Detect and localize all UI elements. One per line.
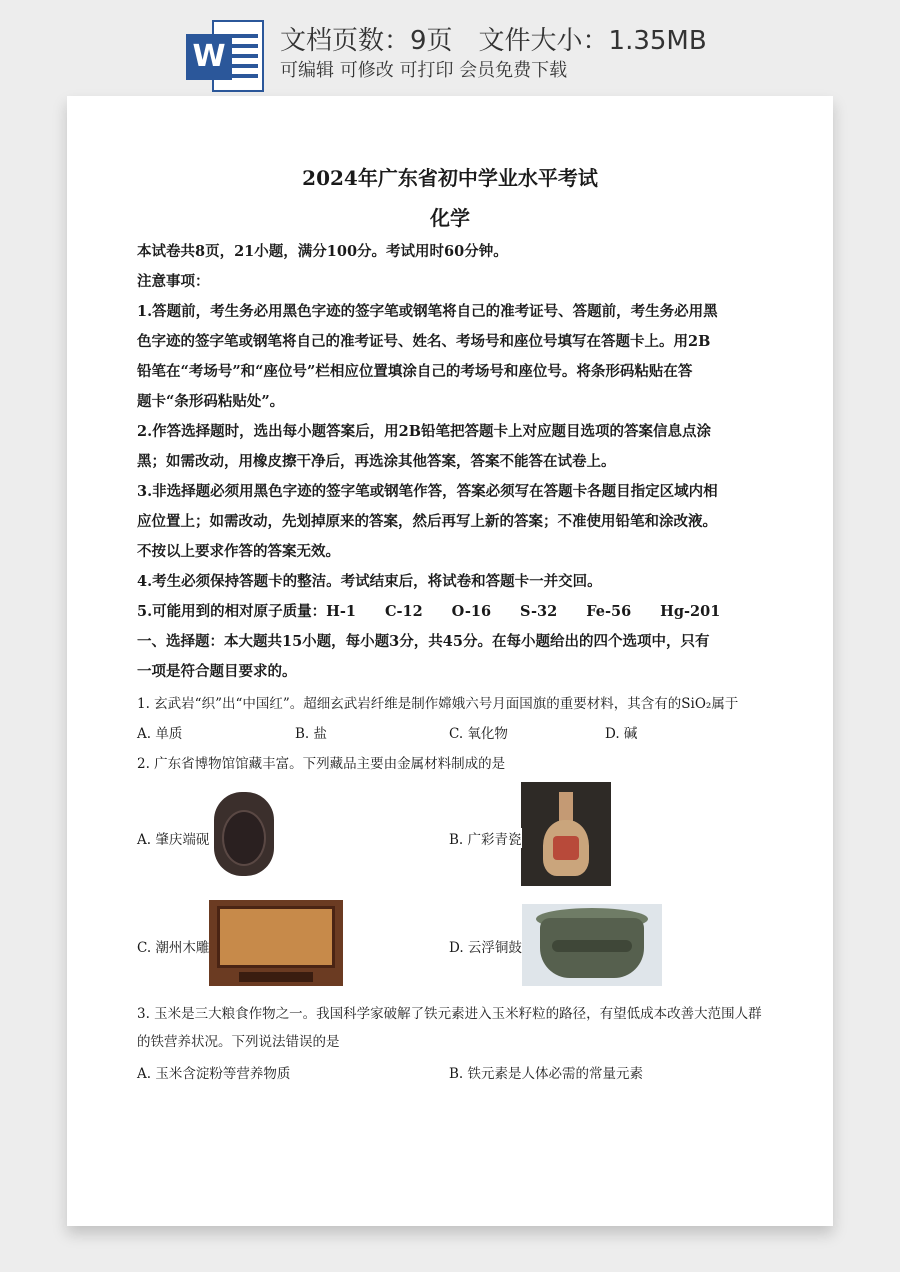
notice-line: 3.非选择题必须用黑色字迹的签字笔或钢笔作答，答案必须写在答题卡各题目指定区域内相 [137,483,718,500]
notice-line: 4.考生必须保持答题卡的整洁。考试结束后，将试卷和答题卡一并交回。 [137,573,602,590]
inkstone-image [212,792,274,878]
q2-option-a: A. 肇庆端砚 [137,828,209,848]
document-info-banner [0,0,900,96]
wood-carving-image [209,900,343,986]
notice-line: 1.答题前，考生务必用黑色字迹的签字笔或钢笔将自己的准考证号、答题前，考生务必用黑 [137,303,718,320]
q1-option-c: C. 氧化物 [449,726,508,742]
notice-line: 题卡“条形码粘贴处”。 [137,393,285,410]
notice-line: 2.作答选择题时，选出每小题答案后，用2B铅笔把答题卡上对应题目选项的答案信息点涂 [137,423,711,440]
document-page [67,96,833,1226]
exam-subject: 化学 [430,206,470,230]
question-3-stem: 3. 玉米是三大粮食作物之一。我国科学家破解了铁元素进入玉米籽粒的路径，有望低成本改善大范围人群 [137,1006,762,1022]
q2-option-d: D. 云浮铜鼓 [449,936,522,956]
q1-option-a: A. 单质 [137,726,183,742]
section-heading: 一、选择题：本大题共15小题，每小题3分，共45分。在每小题给出的四个选项中，只有 [137,633,710,650]
bronze-drum-image [522,904,662,986]
question-2-stem: 2. 广东省博物馆馆藏丰富。下列藏品主要由金属材料制成的是 [137,756,506,772]
word-icon-letter: W [186,34,232,80]
porcelain-vase-image [521,782,611,886]
q1-option-d: D. 碱 [605,726,638,742]
exam-intro: 本试卷共8页，21小题，满分100分。考试用时60分钟。 [137,243,508,260]
notice-line: 铅笔在“考场号”和“座位号”栏相应位置填涂自己的考场号和座位号。将条形码粘贴在答 [137,363,693,380]
question-3-stem: 的铁营养状况。下列说法错误的是 [137,1034,340,1050]
q3-option-b: B. 铁元素是人体必需的常量元素 [449,1066,644,1082]
word-document-icon [186,20,264,92]
document-stats: 文档页数：9页 文件大小：1.35MB [280,26,707,56]
document-features: 可编辑 可修改 可打印 会员免费下载 [280,60,568,81]
notice-heading: 注意事项： [137,273,210,290]
notice-line: 不按以上要求作答的答案无效。 [137,543,340,560]
notice-line: 5.可能用到的相对原子质量：H-1 C-12 O-16 S-32 Fe-56 Hg-201 [137,603,721,620]
q2-option-b: B. 广彩青瓷 [449,828,522,848]
section-heading: 一项是符合题目要求的。 [137,663,297,680]
q3-option-a: A. 玉米含淀粉等营养物质 [137,1066,291,1082]
notice-line: 应位置上；如需改动，先划掉原来的答案，然后再写上新的答案；不准使用铅笔和涂改液。 [137,513,717,530]
notice-line: 色字迹的签字笔或钢笔将自己的准考证号、姓名、考场号和座位号填写在答题卡上。用2B [137,333,711,350]
q1-option-b: B. 盐 [295,726,328,742]
question-1-stem: 1. 玄武岩“织”出“中国红”。超细玄武岩纤维是制作嫦娥六号月面国旗的重要材料，其含有的SiO₂属于 [137,696,739,712]
notice-line: 黑；如需改动，用橡皮擦干净后，再选涂其他答案，答案不能答在试卷上。 [137,453,616,470]
exam-title: 2024年广东省初中学业水平考试 [302,166,598,190]
q2-option-c: C. 潮州木雕 [137,936,209,956]
